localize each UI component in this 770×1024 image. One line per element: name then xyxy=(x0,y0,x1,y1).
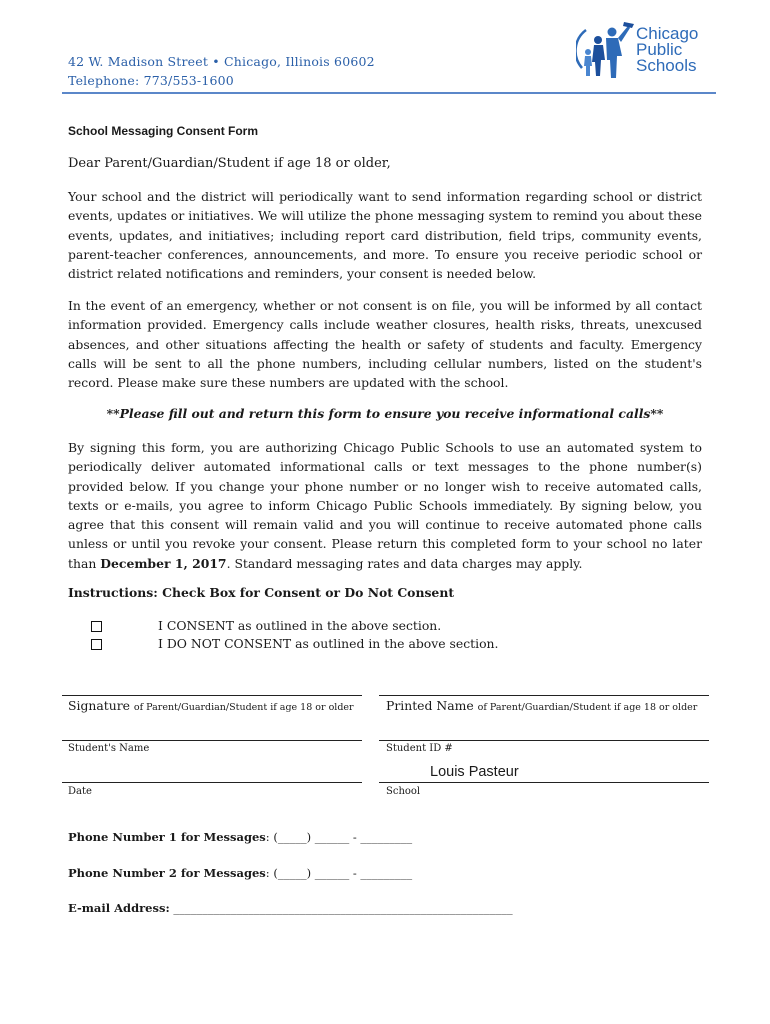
students-figure-icon xyxy=(576,18,636,82)
return-notice: **Please fill out and return this form to ensure you receive informational calls** xyxy=(106,406,664,421)
date-label: Date xyxy=(68,786,92,797)
school-value[interactable]: Louis Pasteur xyxy=(430,764,519,780)
signature-label-main: Signature xyxy=(68,698,130,713)
logo-word-public: Public xyxy=(636,40,683,59)
school-label: School xyxy=(386,786,421,797)
address-line: 42 W. Madison Street • Chicago, Illinois 60602 xyxy=(68,54,375,69)
email-field[interactable] xyxy=(68,901,513,915)
signature-label xyxy=(68,698,354,713)
printed-name-label xyxy=(386,698,697,713)
phone-1-field[interactable] xyxy=(68,830,412,844)
student-id-label: Student ID # xyxy=(386,743,453,754)
logo-wordmark xyxy=(636,26,698,74)
phone-2-label: Phone Number 2 for Messages xyxy=(68,866,266,880)
logo-word-schools: Schools xyxy=(636,56,697,75)
printed-name-line[interactable] xyxy=(379,695,709,696)
logo-word-chicago: Chicago xyxy=(636,24,699,43)
no-consent-label: I DO NOT CONSENT as outlined in the above section. xyxy=(158,636,499,651)
instructions-heading: Instructions: Check Box for Consent or Do Not Consent xyxy=(68,585,455,600)
school-line[interactable] xyxy=(379,782,709,783)
form-title: School Messaging Consent Form xyxy=(68,124,259,138)
paragraph-authorization xyxy=(68,438,702,573)
consent-label: I CONSENT as outlined in the above section. xyxy=(158,618,442,633)
signature-line[interactable] xyxy=(62,695,362,696)
phone-2-blank[interactable]: : (_____) ______ - _________ xyxy=(265,866,413,880)
printed-name-label-sub: of Parent/Guardian/Student if age 18 or older xyxy=(477,702,698,713)
cps-logo xyxy=(576,18,716,82)
greeting: Dear Parent/Guardian/Student if age 18 or older, xyxy=(68,156,391,171)
telephone-line: Telephone: 773/553-1600 xyxy=(68,73,234,88)
paragraph-intro: Your school and the district will periodically want to send information regarding school or district events, updates or initiatives. We will utilize the phone messaging system to remind you about these events, updates, and initiatives; including report card distribution, field trips, community events, parent-teacher conferences, announcements, and more. To ensure you receive periodic school or district related notifications and reminders, your consent is needed below. xyxy=(68,189,702,282)
printed-name-label-main: Printed Name xyxy=(386,698,474,713)
student-name-line[interactable] xyxy=(62,740,362,741)
email-label: E-mail Address: xyxy=(68,901,170,915)
authorization-text-end: . Standard messaging rates and data charges may apply. xyxy=(226,555,583,571)
consent-checkbox[interactable] xyxy=(91,621,102,632)
deadline-date: December 1, 2017 xyxy=(100,555,227,571)
no-consent-checkbox[interactable] xyxy=(91,639,102,650)
email-blank[interactable]: ___________________________________________________________ xyxy=(169,901,513,915)
signature-label-sub: of Parent/Guardian/Student if age 18 or older xyxy=(133,702,354,713)
phone-1-label: Phone Number 1 for Messages xyxy=(68,830,266,844)
header-divider xyxy=(62,92,716,94)
authorization-text: By signing this form, you are authorizing Chicago Public Schools to use an automated system to periodically deliver automated informational calls or text messages to the phone number(s) provided below. If you change your phone number or no longer wish to receive automated calls, texts or e-mails, you agree to inform Chicago Public Schools immediately. By signing below, you agree that this consent will remain valid and you will continue to receive automated phone calls unless or until you revoke your consent. Please return this completed form to your school no later than xyxy=(68,440,702,571)
student-name-label: Student's Name xyxy=(68,743,150,754)
date-line[interactable] xyxy=(62,782,362,783)
phone-2-field[interactable] xyxy=(68,866,412,880)
paragraph-emergency: In the event of an emergency, whether or not consent is on file, you will be informed by all contact information provided. Emergency calls include weather closures, health risks, threats, unexcused absences, and other situations affecting the health or safety of students and faculty. Emergency calls will be sent to all the phone numbers, including cellular numbers, listed on the student's record. Please make sure these numbers are updated with the school. xyxy=(68,298,702,391)
phone-1-blank[interactable]: : (_____) ______ - _________ xyxy=(265,830,413,844)
student-id-line[interactable] xyxy=(379,740,709,741)
